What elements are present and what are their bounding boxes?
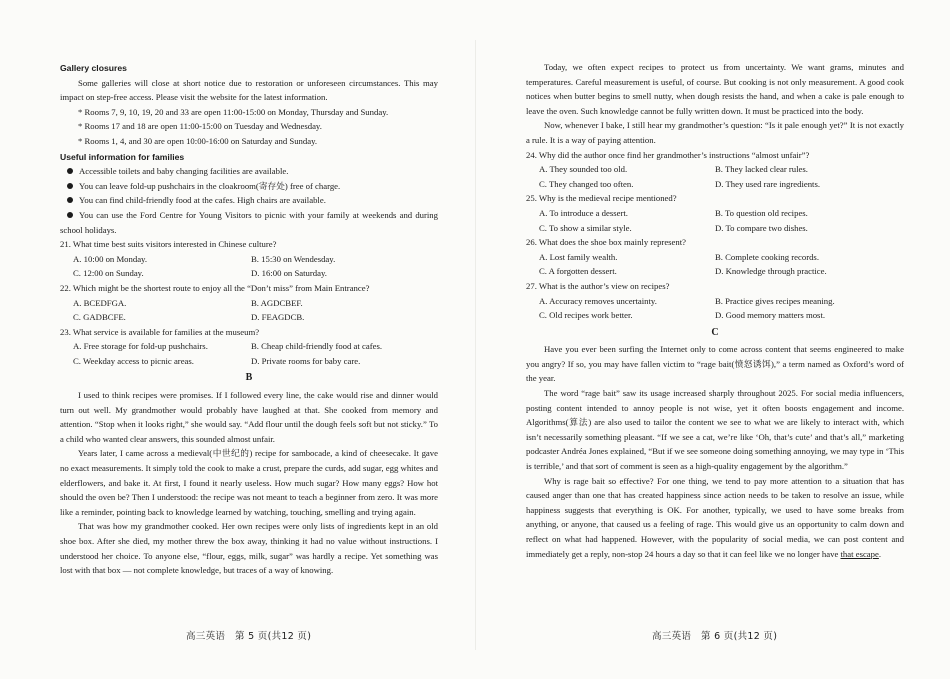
question-24-options [526,162,904,191]
section-b-heading: B [245,372,253,384]
question-25: 25. Why is the medieval recipe mentioned? [526,193,677,204]
option-22d: D. FEAGDCB. [251,312,305,323]
question-23-options [60,339,438,368]
families-item-3: You can find child-friendly food at the cafes. High chairs are available. [60,193,438,208]
option-27c: C. Old recipes work better. [539,310,633,321]
option-26d: D. Knowledge through practice. [715,266,827,277]
gallery-closures-text: Some galleries will close at short notice due to restoration or unforeseen circumstances. This may impact on step-free access. Please visit the website for the latest information. [60,77,438,103]
page-footer-right: 高三英语 第 6 页(共12 页) [652,631,778,642]
passage-b-paragraph-5: Now, whenever I bake, I still hear my grandmother’s question: “Is it pale enough yet?” It is not exactly a rule. It is a way of paying attention. [526,120,904,145]
option-23c: C. Weekday access to picnic areas. [73,355,194,366]
passage-b-paragraph-4: Today, we often expect recipes to protect us from uncertainty. We want grams, minutes and temperatures. Careful measurement is useful, of course. But cooking is not only measurement. A good cook notices when butter begins to smell nutty, when dough resists the hand, and when a cake is pale enough to leave the oven. Such knowledge cannot be fully written down. It must be practiced into the body. [526,62,904,116]
question-27-options [526,294,904,323]
underlined-phrase: that escape [840,548,879,559]
question-25-options [526,206,904,235]
question-26: 26. What does the shoe box mainly represent? [526,237,687,248]
passage-c-paragraph-3: Why is rage bait so effective? For one thing, we tend to pay more attention to a situation that has caused anger than one that has created happiness since action needs to be taken to resolve an issue, while happiness suggests that everything is OK. For another, typically, we used to have some breaks from anything, or anyone, that caused us a feeling of rage. This would give us an opportunity to calm down and reflect on what had happened. However, with the popularity of social media, we can post content and immediately get a reply, non-stop 24 hours a day so that it can feel like we no longer have that escape. [526,475,904,559]
option-24a: A. They sounded too old. [539,164,628,175]
option-21d: D. 16:00 on Saturday. [251,268,327,279]
question-21: 21. What time best suits visitors interested in Chinese culture? [60,239,277,250]
gallery-closures-heading: Gallery closures [60,63,127,73]
option-21a: A. 10:00 on Monday. [73,253,147,264]
question-22-options [60,296,438,325]
option-25b: B. To question old recipes. [715,207,808,218]
rooms-schedule-3: * Rooms 1, 4, and 30 are open 10:00-16:00 on Saturday and Sunday. [78,135,318,146]
bullet-icon [67,212,73,218]
families-item-4: You can use the Ford Centre for Young Visitors to picnic with your family at weekends and during school holidays. [60,209,438,235]
fold-line [475,40,476,650]
bullet-icon [67,197,73,203]
bullet-icon [67,183,73,189]
passage-c-paragraph-2: The word “rage bait” saw its usage increased sharply throughout 2025. For social media influencers, posting content intended to annoy people is not wise, yet it often boosts engagement and income. Algorithms(算法) are also used to tailor the content we see to what we are likely to interact with, which isn’t necessarily something pleasant. “If we see a cat, we’re like ‘Oh, that’s cute’ and that’s all,” marketing podcaster Andréa Jones explained, “But if we see someone doing something annoying, we may type in ‘This is terrible,’ and that sort of comment is seen as a high-quality engagement by the algorithm.” [526,388,904,472]
option-27a: A. Accuracy removes uncertainty. [539,295,657,306]
option-21b: B. 15:30 on Wendesday. [251,253,336,264]
option-21c: C. 12:00 on Sunday. [73,268,144,279]
passage-b-paragraph-1: I used to think recipes were promises. If I followed every line, the cake would rise and dinner would turn out well. My grandmother would probably have laughed at that. She cooked from memory and attention. “Stop when it looks right,” she would say. “Add flour until the dough feels soft but not sticky.” To a child who wanted clear answers, this sounded almost unfair. [60,390,438,444]
option-25d: D. To compare two dishes. [715,222,808,233]
right-column [526,60,904,561]
option-22a: A. BCEDFGA. [73,297,127,308]
question-23: 23. What service is available for families at the museum? [60,326,260,337]
families-item-1: Accessible toilets and baby changing facilities are available. [60,164,438,179]
option-24d: D. They used rare ingredients. [715,178,821,189]
passage-b-paragraph-3: That was how my grandmother cooked. Her own recipes were only lists of ingredients kept in an old shoe box. After she died, my mother threw the box away, thinking it had no value without instructions. I understood her choice. To anyone else, “flour, eggs, milk, sugar” was hardly a recipe. Yet something was lost with that box — not complete knowledge, but traces of a way of knowing. [60,521,438,576]
rooms-schedule-2: * Rooms 17 and 18 are open 11:00-15:00 on Tuesday and Wednesday. [78,121,322,132]
option-23b: B. Cheap child-friendly food at cafes. [251,341,382,352]
option-23d: D. Private rooms for baby care. [251,355,361,366]
option-26a: A. Lost family wealth. [539,251,618,262]
option-22c: C. GADBCFE. [73,312,126,323]
left-column [60,60,438,578]
option-27b: B. Practice gives recipes meaning. [715,295,835,306]
option-26c: C. A forgotten dessert. [539,266,617,277]
question-22: 22. Which might be the shortest route to enjoy all the “Don’t miss” from Main Entrance? [60,282,370,293]
option-22b: B. AGDCBEF. [251,297,303,308]
question-21-options [60,252,438,281]
option-25c: C. To show a similar style. [539,222,632,233]
section-c-heading: C [711,326,719,338]
option-26b: B. Complete cooking records. [715,251,819,262]
question-26-options [526,250,904,279]
question-27: 27. What is the author’s view on recipes? [526,280,670,291]
option-23a: A. Free storage for fold-up pushchairs. [73,341,208,352]
rooms-schedule-1: * Rooms 7, 9, 10, 19, 20 and 33 are open 11:00-15:00 on Monday, Thursday and Sunday. [78,106,389,117]
option-27d: D. Good memory matters most. [715,310,826,321]
families-heading: Useful information for families [60,151,185,162]
question-24: 24. Why did the author once find her grandmother’s instructions “almost unfair”? [526,149,810,160]
page-footer-left: 高三英语 第 5 页(共12 页) [186,631,312,642]
families-item-2: You can leave fold-up pushchairs in the cloakroom(寄存处) free of charge. [60,179,438,194]
option-24c: C. They changed too often. [539,178,634,189]
bullet-icon [67,168,73,174]
option-25a: A. To introduce a dessert. [539,207,628,218]
option-24b: B. They lacked clear rules. [715,164,808,175]
passage-c-paragraph-1: Have you ever been surfing the Internet only to come across content that seems engineered to make you angry? If so, you may have fallen victim to “rage bait(愤怒诱饵),” a term named as Oxford’s word of the year. [526,344,904,384]
passage-b-paragraph-2: Years later, I came across a medieval(中世纪的) recipe for sambocade, a kind of cheesecake. It gave no exact measurements. It simply told the cook to make a crust, prepare the curds, add sugar, egg whites and elderflowers, and bake it. At first, I found it nearly useless. How much sugar? How many eggs? How hot should the oven be? Then I understood: the recipe was not meant to teach a beginner from zero. It was more like a reminder, pointing back to knowledge learned by watching, touching, smelling and trying again. [60,448,438,517]
